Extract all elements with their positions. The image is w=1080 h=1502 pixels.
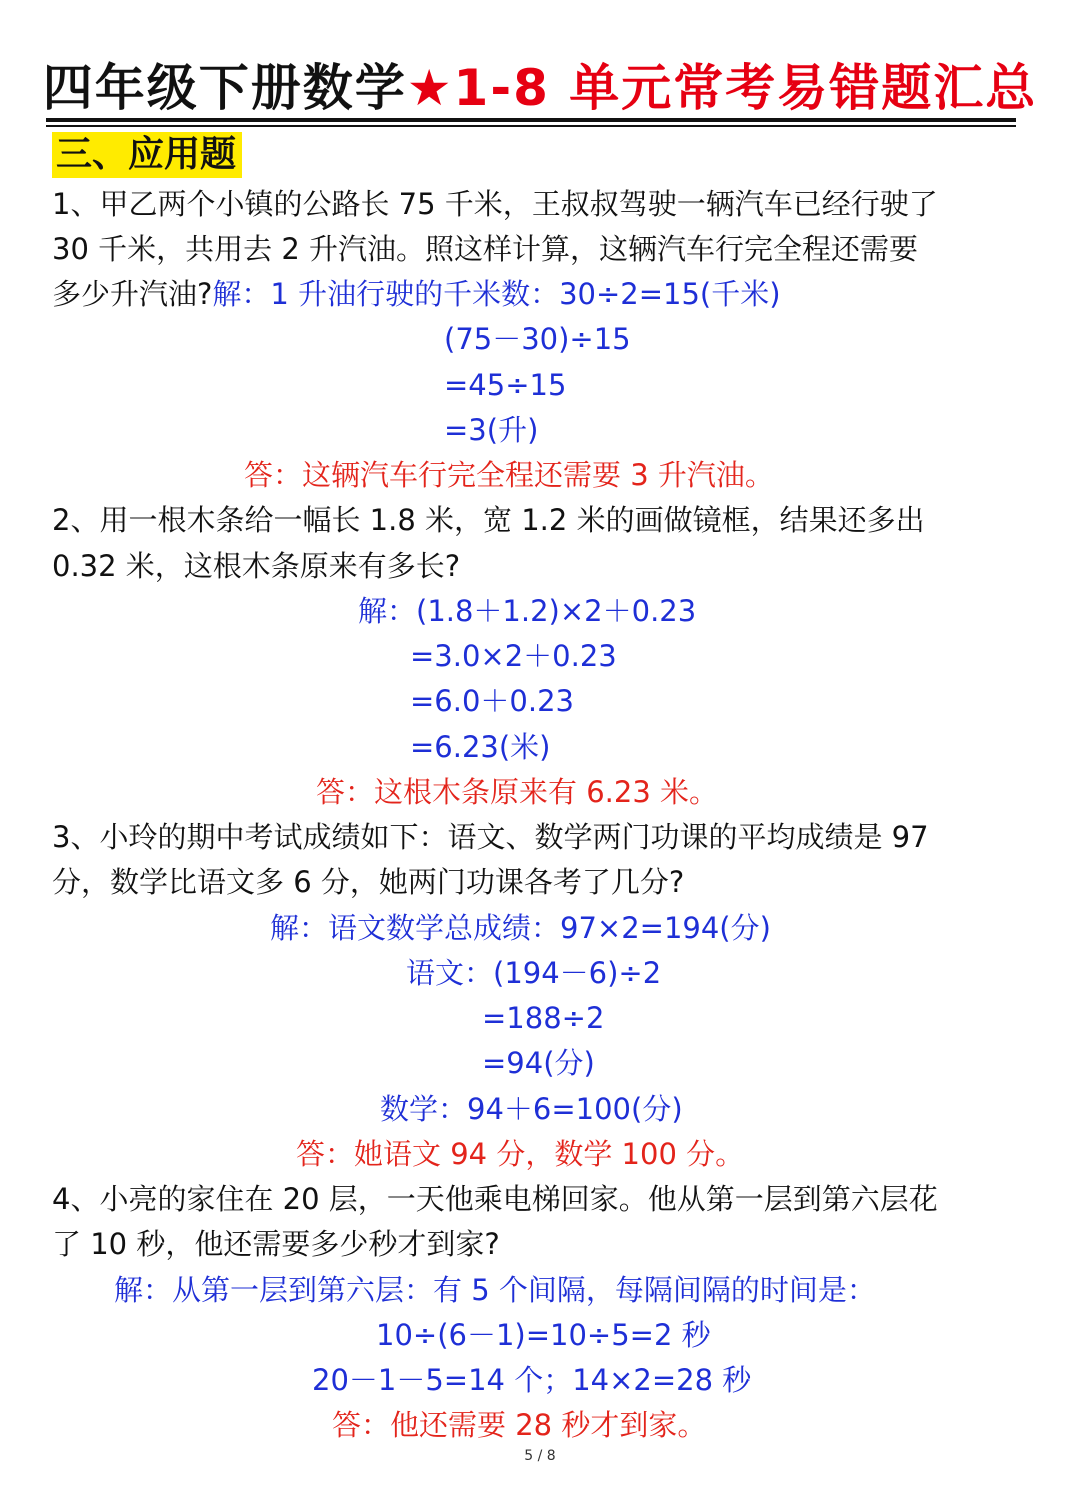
problem-1-answer: 答：这辆汽车行完全程还需要 3 升汽油。 [244, 458, 774, 492]
problem-4-text-line-2: 了 10 秒，他还需要多少秒才到家? [52, 1227, 500, 1261]
title-text: 四年级下册数学 [42, 59, 407, 117]
problem-1-text-line-1: 1、甲乙两个小镇的公路长 75 千米，王叔叔驾驶一辆汽车已经行驶了 [52, 187, 938, 221]
problem-4-answer: 答：他还需要 28 秒才到家。 [332, 1408, 707, 1442]
problem-4-text-line-1: 4、小亮的家住在 20 层，一天他乘电梯回家。他从第一层到第六层花 [52, 1182, 938, 1216]
problem-3-step-5: 数学：94＋6=100(分) [380, 1092, 683, 1126]
problem-4-step-2: 10÷(6－1)=10÷5=2 秒 [376, 1318, 711, 1352]
page-number: 5 / 8 [524, 1448, 556, 1464]
problem-2-step-3: =6.0＋0.23 [410, 684, 574, 718]
problem-3-text-line-1: 3、小玲的期中考试成绩如下：语文、数学两门功课的平均成绩是 97 [52, 820, 929, 854]
problem-2-step-4: =6.23(米) [410, 730, 551, 764]
page-title [0, 56, 1080, 120]
problem-3-step-4: =94(分) [482, 1046, 595, 1080]
title-highlight: 1-8 单元常考易错题汇总 [453, 59, 1038, 117]
star-icon: ★ [406, 59, 454, 117]
problem-1-step-3: =3(升) [444, 413, 539, 447]
problem-2-step-1: 解：(1.8＋1.2)×2＋0.23 [358, 594, 697, 628]
problem-1-text-end: 多少升汽油? [52, 277, 213, 311]
problem-1-solution-inline: 解：1 升油行驶的千米数：30÷2=15(千米) [212, 277, 781, 311]
problem-1-text-line-3 [52, 274, 781, 314]
title-rule-thin [46, 125, 1016, 127]
problem-2-text-line-1: 2、用一根木条给一幅长 1.8 米，宽 1.2 米的画做镜框，结果还多出 [52, 503, 925, 537]
problem-3-step-3: =188÷2 [482, 1001, 605, 1035]
problem-2-answer: 答：这根木条原来有 6.23 米。 [316, 775, 719, 809]
title-rule-thick [46, 118, 1016, 122]
problem-2-step-2: =3.0×2＋0.23 [410, 639, 617, 673]
problem-4-step-3: 20－1－5=14 个；14×2=28 秒 [312, 1363, 752, 1397]
problem-1-step-2: =45÷15 [444, 368, 567, 402]
problem-3-step-1: 解：语文数学总成绩：97×2=194(分) [270, 911, 771, 945]
section-heading: 三、应用题 [52, 132, 242, 178]
problem-4-step-1: 解：从第一层到第六层：有 5 个间隔，每隔间隔的时间是： [114, 1273, 876, 1307]
problem-3-text-line-2: 分，数学比语文多 6 分，她两门功课各考了几分? [52, 865, 685, 899]
problem-2-text-line-2: 0.32 米，这根木条原来有多长? [52, 549, 461, 583]
problem-1-text-line-2: 30 千米，共用去 2 升汽油。照这样计算，这辆汽车行完全程还需要 [52, 232, 919, 266]
problem-1-step-1: (75－30)÷15 [444, 322, 631, 356]
problem-3-step-2: 语文：(194－6)÷2 [406, 956, 662, 990]
problem-3-answer: 答：她语文 94 分，数学 100 分。 [296, 1137, 745, 1171]
